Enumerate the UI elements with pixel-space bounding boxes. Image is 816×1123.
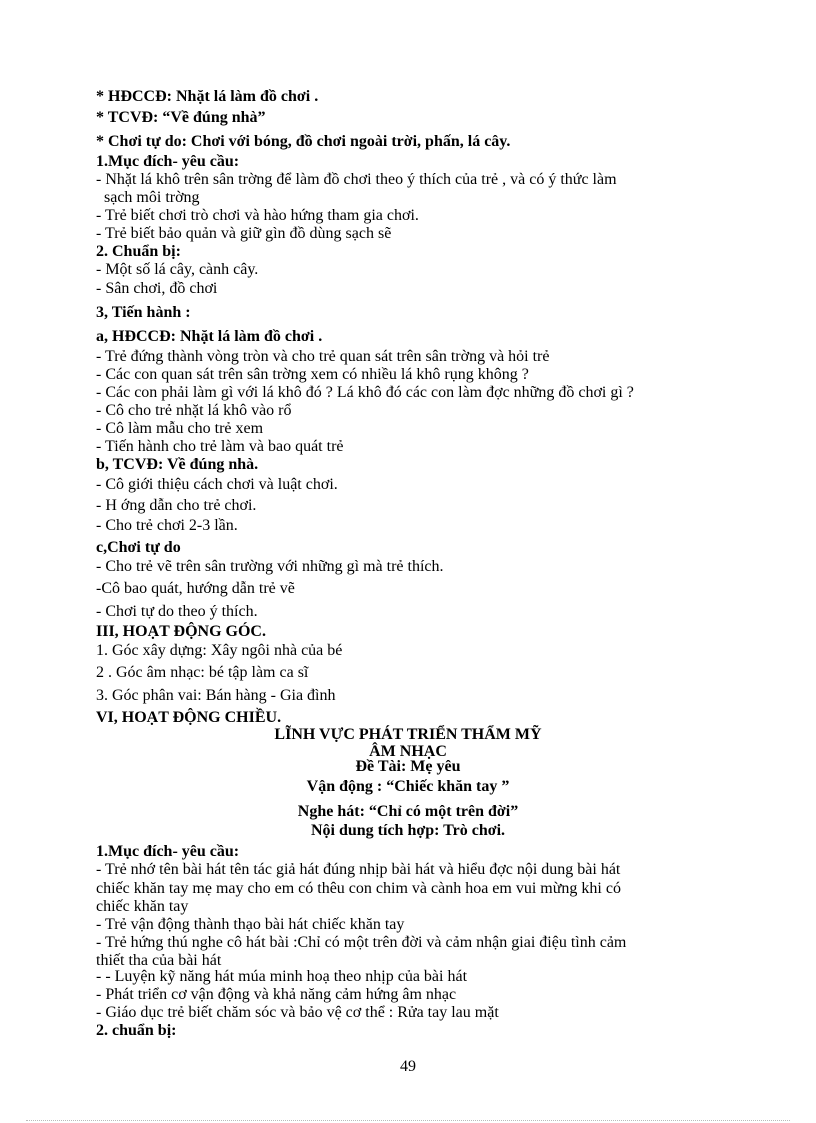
text-line: - Chơi tự do theo ý thích. <box>96 603 258 620</box>
text-line: - Phát triển cơ vận động và khả năng cảm hứng âm nhạc <box>96 986 457 1003</box>
text-line: - Một số lá cây, cành cây. <box>96 261 259 278</box>
title-linh-vuc: LĨNH VỰC PHÁT TRIỂN THẨM MỸ <box>274 726 542 743</box>
text-line: - Trẻ biết chơi trò chơi và hào hứng tham gia chơi. <box>96 207 419 224</box>
heading-muc-dich-1: 1.Mục đích- yêu cầu: <box>96 153 240 170</box>
title-noi-dung: Nội dung tích hợp: Trò chơi. <box>310 822 506 839</box>
page-number: 49 <box>400 1058 416 1075</box>
section-hoat-dong-goc: III, HOẠT ĐỘNG GÓC. <box>96 623 266 640</box>
text-line: 2 . Góc âm nhạc: bé tập làm ca sĩ <box>96 664 309 681</box>
text-line: 3. Góc phân vai: Bán hàng - Gia đình <box>96 687 336 704</box>
title-van-dong: Vận động : “Chiếc khăn tay ” <box>306 778 510 795</box>
text-line: - Cô làm mẫu cho trẻ xem <box>96 420 264 437</box>
heading-muc-dich-2: 1.Mục đích- yêu cầu: <box>96 843 240 860</box>
text-line: - Trẻ biết bảo quản và giữ gìn đồ dùng sạch sẽ <box>96 225 392 242</box>
subheading-choi-tu-do: c,Chơi tự do <box>96 539 181 556</box>
text-line: - Trẻ hứng thú nghe cô hát bài :Chỉ có một trên đời và cảm nhận giai điệu tình cảm <box>96 934 627 951</box>
text-line: - Cô cho trẻ nhặt lá khô vào rổ <box>96 402 292 419</box>
text-line: - Trẻ vận động thành thạo bài hát chiếc khăn tay <box>96 916 405 933</box>
text-line: - H ớng dẫn cho trẻ chơi. <box>96 497 257 514</box>
text-line: - Các con quan sát trên sân trờng xem có nhiều lá khô rụng không ? <box>96 366 529 383</box>
text-line: - Giáo dục trẻ biết chăm sóc và bảo vệ cơ thể : Rửa tay lau mặt <box>96 1004 499 1021</box>
text-line: - - Luyện kỹ năng hát múa minh hoạ theo nhịp của bài hát <box>96 968 468 985</box>
subheading-hdccd: a, HĐCCĐ: Nhặt lá làm đồ chơi . <box>96 328 323 345</box>
text-line: - Cô giới thiệu cách chơi và luật chơi. <box>96 476 338 493</box>
section-hoat-dong-chieu: VI, HOẠT ĐỘNG CHIỀU. <box>96 709 282 726</box>
text-line: - Tiến hành cho trẻ làm và bao quát trẻ <box>96 438 344 455</box>
line-tcvd: * TCVĐ: “Về đúng nhà” <box>96 109 266 126</box>
text-line: 1. Góc xây dựng: Xây ngôi nhà của bé <box>96 642 343 659</box>
heading-tien-hanh: 3, Tiến hành : <box>96 304 191 321</box>
text-line: chiếc khăn tay <box>96 898 189 915</box>
text-line: - Sân chơi, đồ chơi <box>96 280 218 297</box>
page-edge-divider <box>26 1120 790 1121</box>
text-line: chiếc khăn tay mẹ may cho em có thêu con chim và cành hoa em vui mừng khi có <box>96 880 621 897</box>
line-hdccd: * HĐCCĐ: Nhặt lá làm đồ chơi . <box>96 88 319 105</box>
text-line: - Trẻ nhớ tên bài hát tên tác giả hát đúng nhịp bài hát và hiểu đợc nội dung bài hát <box>96 861 621 878</box>
text-line: - Cho trẻ chơi 2-3 lần. <box>96 517 238 534</box>
title-de-tai: Đề Tài: Mẹ yêu <box>355 758 461 775</box>
text-line: -Cô bao quát, hướng dẫn trẻ vẽ <box>96 580 295 597</box>
text-line: - Trẻ đứng thành vòng tròn và cho trẻ quan sát trên sân trờng và hỏi trẻ <box>96 348 550 365</box>
text-line: - Nhặt lá khô trên sân trờng để làm đồ chơi theo ý thích của trẻ , và có ý thức làm <box>96 171 617 188</box>
heading-chuan-bi-1: 2. Chuẩn bị: <box>96 243 181 260</box>
text-line: - Các con phải làm gì với lá khô đó ? Lá khô đó các con làm đợc những đồ chơi gì ? <box>96 384 634 401</box>
text-line: sạch môi trờng <box>104 189 200 206</box>
text-line: - Cho trẻ vẽ trên sân trường với những gì mà trẻ thích. <box>96 558 444 575</box>
heading-chuan-bi-2: 2. chuẩn bị: <box>96 1022 177 1039</box>
subheading-tcvd: b, TCVĐ: Về đúng nhà. <box>96 456 259 473</box>
text-line: thiết tha của bài hát <box>96 952 222 969</box>
title-nghe-hat: Nghe hát: “Chỉ có một trên đời” <box>297 803 519 820</box>
title-am-nhac: ÂM NHẠC <box>369 743 447 760</box>
line-choi-tu-do: * Chơi tự do: Chơi với bóng, đồ chơi ngoài trời, phấn, lá cây. <box>96 133 511 150</box>
